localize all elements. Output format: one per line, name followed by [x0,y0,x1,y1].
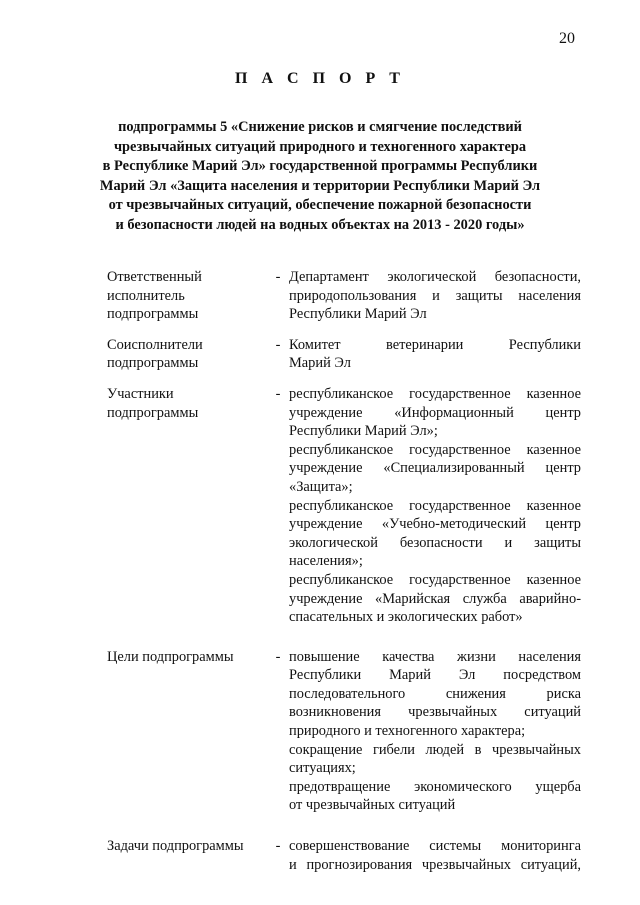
row-value [289,837,581,874]
row-value-line: населения»; [289,553,363,570]
row-value-line: спасательных и экологических работ» [289,609,523,626]
row-value-line: экологической безопасности и защиты [289,534,581,551]
row-value-line: республиканское государственное казенное [289,571,581,588]
row-value-line: Комитет ветеринарии Республики [289,336,581,353]
subtitle-line: подпрограммы 5 «Снижение рисков и смягчение последствий [118,119,522,135]
row-label [107,336,267,373]
row-label-line: Цели подпрограммы [107,648,234,665]
row-label-line: подпрограммы [107,306,199,323]
subtitle-line: в Республике Марий Эл» государственной программы Республики [102,158,538,175]
row-value-line: республиканское государственное казенное [289,497,581,514]
row-value-line: ситуациях; [289,760,356,777]
row-goals [107,648,581,815]
row-label [107,837,267,856]
row-value-line: сокращение гибели людей в чрезвычайных [289,741,581,758]
row-value [289,268,581,324]
row-dash: - [275,648,281,665]
row-value-line: и прогнозирования чрезвычайных ситуаций, [289,856,581,873]
document-subtitle [0,118,640,236]
subtitle-line: Марий Эл «Защита населения и территории Республики Марий Эл [99,177,541,194]
row-label-line: подпрограммы [107,404,199,421]
row-dash: - [275,838,281,855]
row-label-line: исполнитель [107,287,185,304]
row-label-line: подпрограммы [107,355,199,372]
row-label [107,648,267,667]
subtitle-line: и безопасности людей на водных объектах на 2013 - 2020 годы» [115,216,525,233]
row-value [289,385,581,627]
row-value-line: природопользования и защиты населения [289,287,581,304]
row-label-line: Ответственный [107,269,202,285]
row-value-line: учреждение «Информационный центр [289,404,581,421]
row-value-line: предотвращение экономического ущерба [289,778,581,795]
row-co-executors [107,336,581,373]
row-value-line: учреждение «Специализированный центр [289,460,581,477]
row-value-line: возникновения чрезвычайных ситуаций [289,704,581,721]
row-tasks [107,837,581,874]
row-value-line: Республики Марий Эл [289,306,427,323]
subtitle-line: от чрезвычайных ситуаций, обеспечение пожарной безопасности [108,197,532,214]
row-label-line: Задачи подпрограммы [107,838,244,855]
row-value [289,336,581,373]
row-value-line: Департамент экологической безопасности, [289,269,581,285]
row-dash: - [275,336,281,353]
row-value-line: природного и техногенного характера; [289,723,526,740]
row-label [107,385,267,422]
row-label-line: Участники [107,385,174,402]
row-value-line: повышение качества жизни населения [289,648,581,665]
row-value-line: учреждение «Учебно-методический центр [289,516,581,533]
row-dash: - [275,269,281,285]
row-label-line: Соисполнители [107,336,203,353]
row-value-line: Марий Эл [289,355,351,372]
page-number: 20 [559,30,575,47]
row-value-line: республиканское государственное казенное [289,385,581,402]
subtitle-line: чрезвычайных ситуаций природного и техногенного характера [113,138,527,155]
row-responsible-executor [107,268,581,324]
row-value-line: совершенствование системы мониторинга [289,838,581,855]
row-label [107,268,267,324]
document-title: П А С П О Р Т [235,70,405,87]
row-value-line: последовательного снижения риска [289,685,581,702]
passport-table [107,268,581,874]
row-value-line: от чрезвычайных ситуаций [289,797,456,814]
row-value-line: Республики Марий Эл»; [289,423,438,440]
row-value-line: «Защита»; [289,478,353,495]
row-participants [107,385,581,627]
row-dash: - [275,385,281,402]
row-value [289,648,581,815]
row-value-line: учреждение «Марийская служба аварийно- [289,590,581,607]
row-value-line: республиканское государственное казенное [289,441,581,458]
row-value-line: Республики Марий Эл посредством [289,667,581,684]
